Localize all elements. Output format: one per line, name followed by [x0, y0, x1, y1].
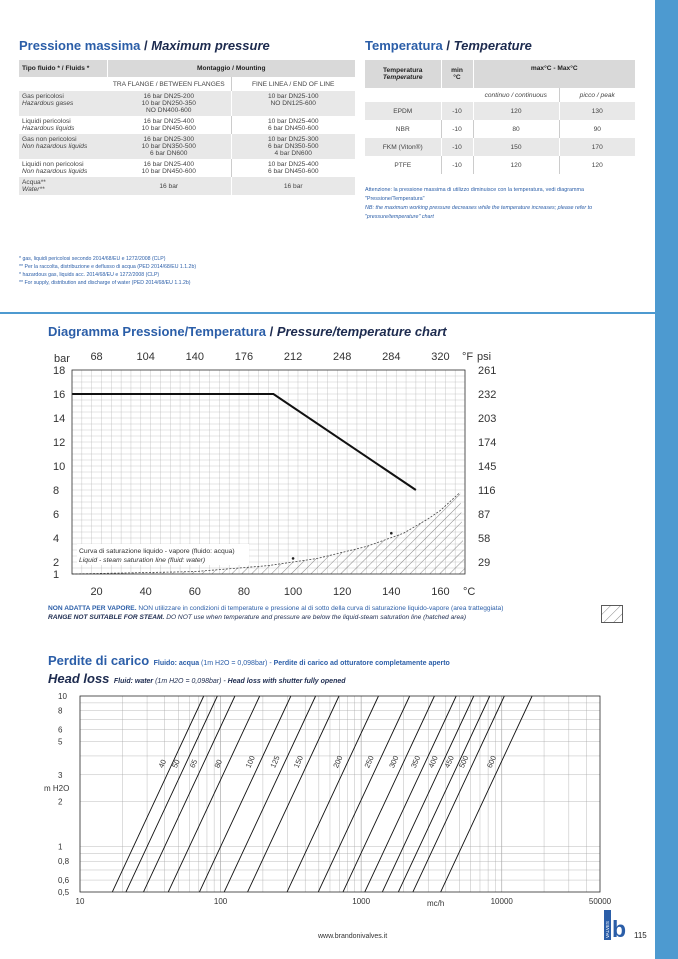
pressure-value: 10 bar DN350-500	[141, 143, 196, 150]
dn-label: 40	[156, 758, 169, 770]
pressure-value: NO DN125-600	[270, 100, 316, 107]
headloss-sub-it-c: Perdite di carico ad otturatore completamente aperto	[273, 660, 450, 667]
between-cell	[107, 177, 231, 195]
y-tick-label: 18	[53, 365, 66, 377]
temp-cont-cell: 120	[473, 102, 559, 120]
temp-cont-cell: 150	[473, 138, 559, 156]
logo-mark	[604, 910, 626, 940]
x-tick-label: 120	[333, 586, 352, 598]
headloss-sub-en-b: (1m H2O = 0,098bar) -	[153, 678, 228, 685]
fluid-cell	[19, 91, 107, 116]
col-max-header: max°C - Max°C	[473, 60, 635, 76]
y-tick-label: 5	[58, 737, 63, 747]
x-tick-label: 100	[213, 897, 228, 906]
pressure-value: 10 bar DN25-300	[267, 136, 319, 143]
empty-cell	[19, 77, 107, 91]
dn-label: 125	[268, 754, 282, 770]
pressure-value: 6 bar DN350-500	[267, 143, 319, 150]
dn-label: 50	[170, 758, 182, 770]
col-min-label: min	[451, 67, 463, 74]
y-tick-label: 14	[53, 413, 66, 425]
pressure-value: 16 bar DN25-300	[143, 136, 195, 143]
empty-cell	[441, 88, 473, 102]
y-tick-label: 10	[53, 461, 66, 473]
fluid-it: Gas pericolosi	[22, 93, 64, 100]
x-tick-label: 20	[90, 586, 103, 598]
fluid-it: Liquidi non pericolosi	[22, 161, 84, 168]
pressure-row	[19, 177, 355, 195]
temp-min-cell: -10	[441, 138, 473, 156]
headloss-line-dn40	[112, 696, 203, 892]
fluid-it: Liquidi pericolosi	[22, 118, 71, 125]
col-continuous-header: continuo / continuous	[484, 91, 547, 99]
fahrenheit-tick-label: 140	[185, 351, 204, 363]
headloss-line-dn350	[365, 696, 456, 892]
headloss-line-dn600	[441, 696, 532, 892]
between-cell	[107, 159, 231, 177]
fluid-it: Gas non pericolosi	[22, 136, 77, 143]
dn-label: 65	[187, 758, 200, 770]
psi-tick-label: 145	[478, 461, 497, 473]
dn-label: 500	[457, 754, 471, 770]
temp-min-cell: -10	[441, 120, 473, 138]
pressure-row	[19, 91, 355, 116]
fluid-en: Non hazardous liquids	[22, 143, 88, 150]
endofline-cell	[231, 116, 355, 134]
y-tick-label: 10	[58, 692, 67, 701]
psi-tick-label: 87	[478, 509, 491, 521]
pressure-value: 10 bar DN450-600	[141, 168, 196, 175]
fluid-en: Hazardous gases	[22, 100, 74, 107]
y-tick-label: 0,6	[58, 876, 70, 886]
y-tick-label: 0,8	[58, 857, 70, 867]
headloss-line-dn100	[199, 696, 290, 892]
title-separator: /	[442, 38, 454, 53]
x-tick-label: 10000	[490, 897, 513, 906]
x-tick-label: 10	[75, 897, 85, 906]
col-peak-header: picco / peak	[559, 88, 635, 102]
headloss-line-dn300	[343, 696, 434, 892]
psi-tick-label: 232	[478, 389, 497, 401]
saturation-point	[390, 532, 393, 535]
footnote: ** Per la raccolta, distribuzione e deflusso di acqua (PED 2014/68/EU 1.1.2b)	[19, 264, 197, 270]
warn-it-text: NON utilizzare in condizioni di temperature e pressione al di sotto della curva di saturazione liquido-vapore (area tratteggiata)	[136, 605, 504, 612]
fahrenheit-tick-label: 320	[431, 351, 450, 363]
dn-label: 350	[408, 754, 423, 770]
headloss-line-dn500	[413, 696, 504, 892]
temperature-row	[365, 102, 635, 120]
headloss-sub-it-a: Fluido: acqua	[153, 660, 200, 667]
temp-peak-cell: 90	[559, 120, 635, 138]
fahrenheit-tick-label: 248	[333, 351, 352, 363]
steam-warning	[48, 604, 503, 622]
temp-peak-cell: 130	[559, 102, 635, 120]
x-tick-label: 140	[382, 586, 401, 598]
headloss-sub-en-c: Head loss with shutter fully opened	[227, 678, 346, 685]
psi-tick-label: 174	[478, 437, 497, 449]
pressure-value: 6 bar DN450-600	[267, 168, 319, 175]
between-cell	[107, 134, 231, 159]
headloss-line-dn50	[126, 696, 217, 892]
col-min-header	[441, 60, 473, 88]
y-tick-label: 2	[53, 557, 60, 569]
page-number: 115	[634, 931, 647, 940]
psi-tick-label: 116	[478, 485, 496, 497]
dn-label: 80	[212, 758, 225, 770]
temp-name-cell: FKM (Viton®)	[382, 143, 423, 151]
unit-celsius: °C	[463, 586, 476, 598]
temperature-note	[365, 186, 650, 222]
fluid-en: Hazardous liquids	[22, 125, 75, 132]
headloss-title-it-row	[48, 652, 450, 670]
dn-label: 150	[291, 754, 306, 770]
pressure-value: 10 bar DN25-400	[267, 161, 319, 168]
side-color-band	[655, 0, 678, 959]
endofline-cell	[231, 177, 355, 195]
dn-label: 300	[387, 754, 401, 770]
col-endofline-header: FINE LINEA / END OF LINE	[231, 77, 355, 91]
fluid-it: Acqua**	[22, 179, 46, 186]
hatch-legend-icon	[601, 605, 623, 623]
pressure-row	[19, 116, 355, 134]
x-tick-label: 50000	[588, 897, 612, 906]
temperature-title-en: Temperature	[453, 38, 532, 53]
between-cell	[107, 116, 231, 134]
pressure-table	[19, 60, 355, 195]
pressure-value: 16 bar	[159, 182, 179, 190]
y-tick-label: 8	[58, 706, 63, 716]
temperature-table	[365, 60, 635, 174]
x-tick-label: 60	[188, 586, 201, 598]
unit-psi: psi	[477, 351, 492, 363]
pressure-value: 6 bar DN600	[150, 150, 188, 157]
y-tick-label: 16	[53, 389, 66, 401]
fahrenheit-tick-label: 284	[382, 351, 401, 363]
headloss-line-dn450	[398, 696, 489, 892]
headloss-title-en: Head loss	[48, 671, 110, 686]
head-loss-chart	[0, 688, 655, 913]
pt-chart-title-en: Pressure/temperature chart	[276, 324, 447, 339]
fahrenheit-tick-label: 176	[234, 351, 254, 363]
temperature-row	[365, 156, 635, 174]
dn-label: 250	[362, 754, 376, 770]
fluid-cell	[19, 177, 107, 195]
temperature-row	[365, 120, 635, 138]
endofline-cell	[231, 134, 355, 159]
pressure-value: NO DN400-600	[146, 107, 192, 114]
title-separator: /	[265, 324, 277, 339]
title-separator: /	[140, 38, 152, 53]
unit-fahrenheit: °F	[462, 351, 474, 363]
headloss-line-dn150	[248, 696, 339, 892]
temp-cont-cell: 80	[473, 120, 559, 138]
pressure-value: 4 bar DN600	[274, 150, 312, 157]
unit-mch: mc/h	[427, 899, 445, 908]
fluid-en: Water**	[22, 186, 45, 193]
unit-bar: bar	[54, 353, 70, 365]
fluid-cell	[19, 134, 107, 159]
pressure-value: 10 bar DN25-100	[267, 93, 319, 100]
pressure-row	[19, 159, 355, 177]
pressure-value: 10 bar DN450-600	[141, 125, 196, 132]
temp-min-cell: -10	[441, 156, 473, 174]
unit-mh2o: m H2O	[44, 784, 70, 793]
col-max-spacer	[473, 76, 635, 88]
endofline-cell	[231, 91, 355, 116]
empty-cell	[365, 88, 441, 102]
headloss-title-it: Perdite di carico	[48, 653, 150, 668]
note-en-line: "pressure/temperature" chart	[365, 214, 434, 220]
between-cell	[107, 91, 231, 116]
pressure-value: 10 bar DN25-400	[267, 118, 319, 125]
col-fluid-header: Tipo fluido * / Fluids *	[19, 60, 107, 77]
x-tick-label: 80	[237, 586, 251, 598]
y-tick-label: 3	[58, 770, 63, 780]
fahrenheit-tick-label: 104	[136, 351, 155, 363]
pressure-value: 16 bar DN25-400	[143, 118, 195, 125]
col-between-header: TRA FLANGE / BETWEEN FLANGES	[112, 80, 225, 88]
dn-label: 450	[442, 754, 456, 770]
y-tick-label: 1	[58, 842, 63, 852]
dn-label: 400	[426, 754, 440, 770]
fluid-cell	[19, 116, 107, 134]
y-tick-label: 0,5	[58, 888, 70, 897]
warn-en-text: DO NOT use when temperature and pressure are below the liquid-steam saturation line (hatched area)	[164, 614, 467, 621]
saturation-point	[292, 557, 295, 560]
y-tick-label: 6	[58, 725, 63, 735]
psi-tick-label: 261	[478, 365, 497, 377]
section-divider	[0, 312, 655, 314]
y-tick-label: 4	[53, 533, 60, 545]
psi-tick-label: 203	[478, 413, 497, 425]
temperature-title-it: Temperatura	[365, 38, 443, 53]
temp-min-cell: -10	[441, 102, 473, 120]
pt-chart-title-it: Diagramma Pressione/Temperatura	[48, 324, 266, 339]
dn-label: 100	[243, 754, 257, 770]
logo-text: VALVES	[605, 921, 610, 938]
temp-peak-cell: 170	[559, 138, 635, 156]
headloss-sub-en-a: Fluid: water	[113, 678, 154, 685]
psi-tick-label: 58	[478, 533, 491, 545]
col-mounting-header: Montaggio / Mounting	[107, 60, 355, 77]
x-tick-label: 1000	[352, 897, 371, 906]
x-tick-label: 100	[283, 586, 303, 598]
fahrenheit-tick-label: 212	[283, 351, 303, 363]
fluid-en: Non hazardous liquids	[22, 168, 88, 175]
logo-letter: b	[612, 916, 626, 940]
headloss-sub-it-b: (1m H2O = 0,098bar) -	[199, 660, 274, 667]
y-tick-label: 8	[53, 485, 60, 497]
pressure-value: 16 bar DN25-200	[143, 93, 195, 100]
col-material-header	[365, 60, 441, 88]
x-tick-label: 40	[139, 586, 152, 598]
pressure-title	[19, 38, 270, 53]
note-it-line: Attenzione: la pressione massima di utilizzo diminuisce con la temperatura, vedi diagramma	[365, 187, 585, 193]
pressure-value: 16 bar	[283, 182, 303, 190]
website-url: www.brandonivalves.it	[318, 933, 388, 940]
footnote: * hazardous gas, liquids acc. 2014/68/EU e 1272/2008 (CLP)	[19, 272, 160, 278]
temp-name-cell: NBR	[395, 125, 410, 133]
sat-label-en: Liquid - steam saturation line (fluid: water)	[79, 557, 206, 564]
headloss-line-dn200	[287, 696, 378, 892]
headloss-line-dn125	[224, 696, 315, 892]
col-min-unit: °C	[453, 74, 461, 81]
y-tick-label: 1	[53, 569, 60, 581]
temp-name-cell: PTFE	[394, 161, 412, 169]
pressure-title-it: Pressione massima	[19, 38, 141, 53]
y-tick-label: 2	[58, 797, 63, 807]
temperature-title	[365, 38, 532, 53]
pressure-title-en: Maximum pressure	[151, 38, 270, 53]
psi-tick-label: 29	[478, 557, 491, 569]
footnote: ** For supply, distribution and discharge of water (PED 2014/68/EU 1.1.2b)	[19, 280, 191, 286]
footnote: * gas, liquidi pericolosi secondo 2014/68/EU e 1272/2008 (CLP)	[19, 256, 166, 262]
brandoni-logo	[604, 910, 626, 940]
headloss-title-en-row	[48, 670, 346, 688]
col-material-it: Temperatura	[383, 67, 423, 74]
pressure-value: 10 bar DN250-350	[141, 100, 196, 107]
x-tick-label: 160	[431, 586, 450, 598]
pressure-footnotes	[19, 255, 196, 287]
col-material-en: Temperature	[382, 74, 423, 81]
fluid-cell	[19, 159, 107, 177]
sat-label-it: Curva di saturazione liquido - vapore (fluido: acqua)	[79, 548, 235, 555]
pressure-value: 16 bar DN25-400	[143, 161, 195, 168]
temp-cont-cell: 120	[473, 156, 559, 174]
fahrenheit-tick-label: 68	[90, 351, 103, 363]
pressure-value: 6 bar DN450-600	[267, 125, 319, 132]
note-it-line: "Pressione/Temperatura"	[365, 196, 425, 202]
y-tick-label: 12	[53, 437, 66, 449]
y-tick-label: 6	[53, 509, 60, 521]
dn-label: 600	[484, 754, 499, 770]
endofline-cell	[231, 159, 355, 177]
temp-peak-cell: 120	[559, 156, 635, 174]
temperature-row	[365, 138, 635, 156]
pressure-temperature-chart	[0, 340, 655, 602]
dn-label: 200	[331, 754, 345, 770]
warn-en-bold: RANGE NOT SUITABLE FOR STEAM.	[48, 614, 165, 621]
warn-it-bold: NON ADATTA PER VAPORE.	[48, 605, 137, 612]
pt-chart-title	[48, 324, 447, 339]
temp-name-cell: EPDM	[393, 107, 413, 115]
pressure-row	[19, 134, 355, 159]
note-en-line: NB: the maximum working pressure decreases while the temperature increases; please refer to	[365, 205, 593, 211]
